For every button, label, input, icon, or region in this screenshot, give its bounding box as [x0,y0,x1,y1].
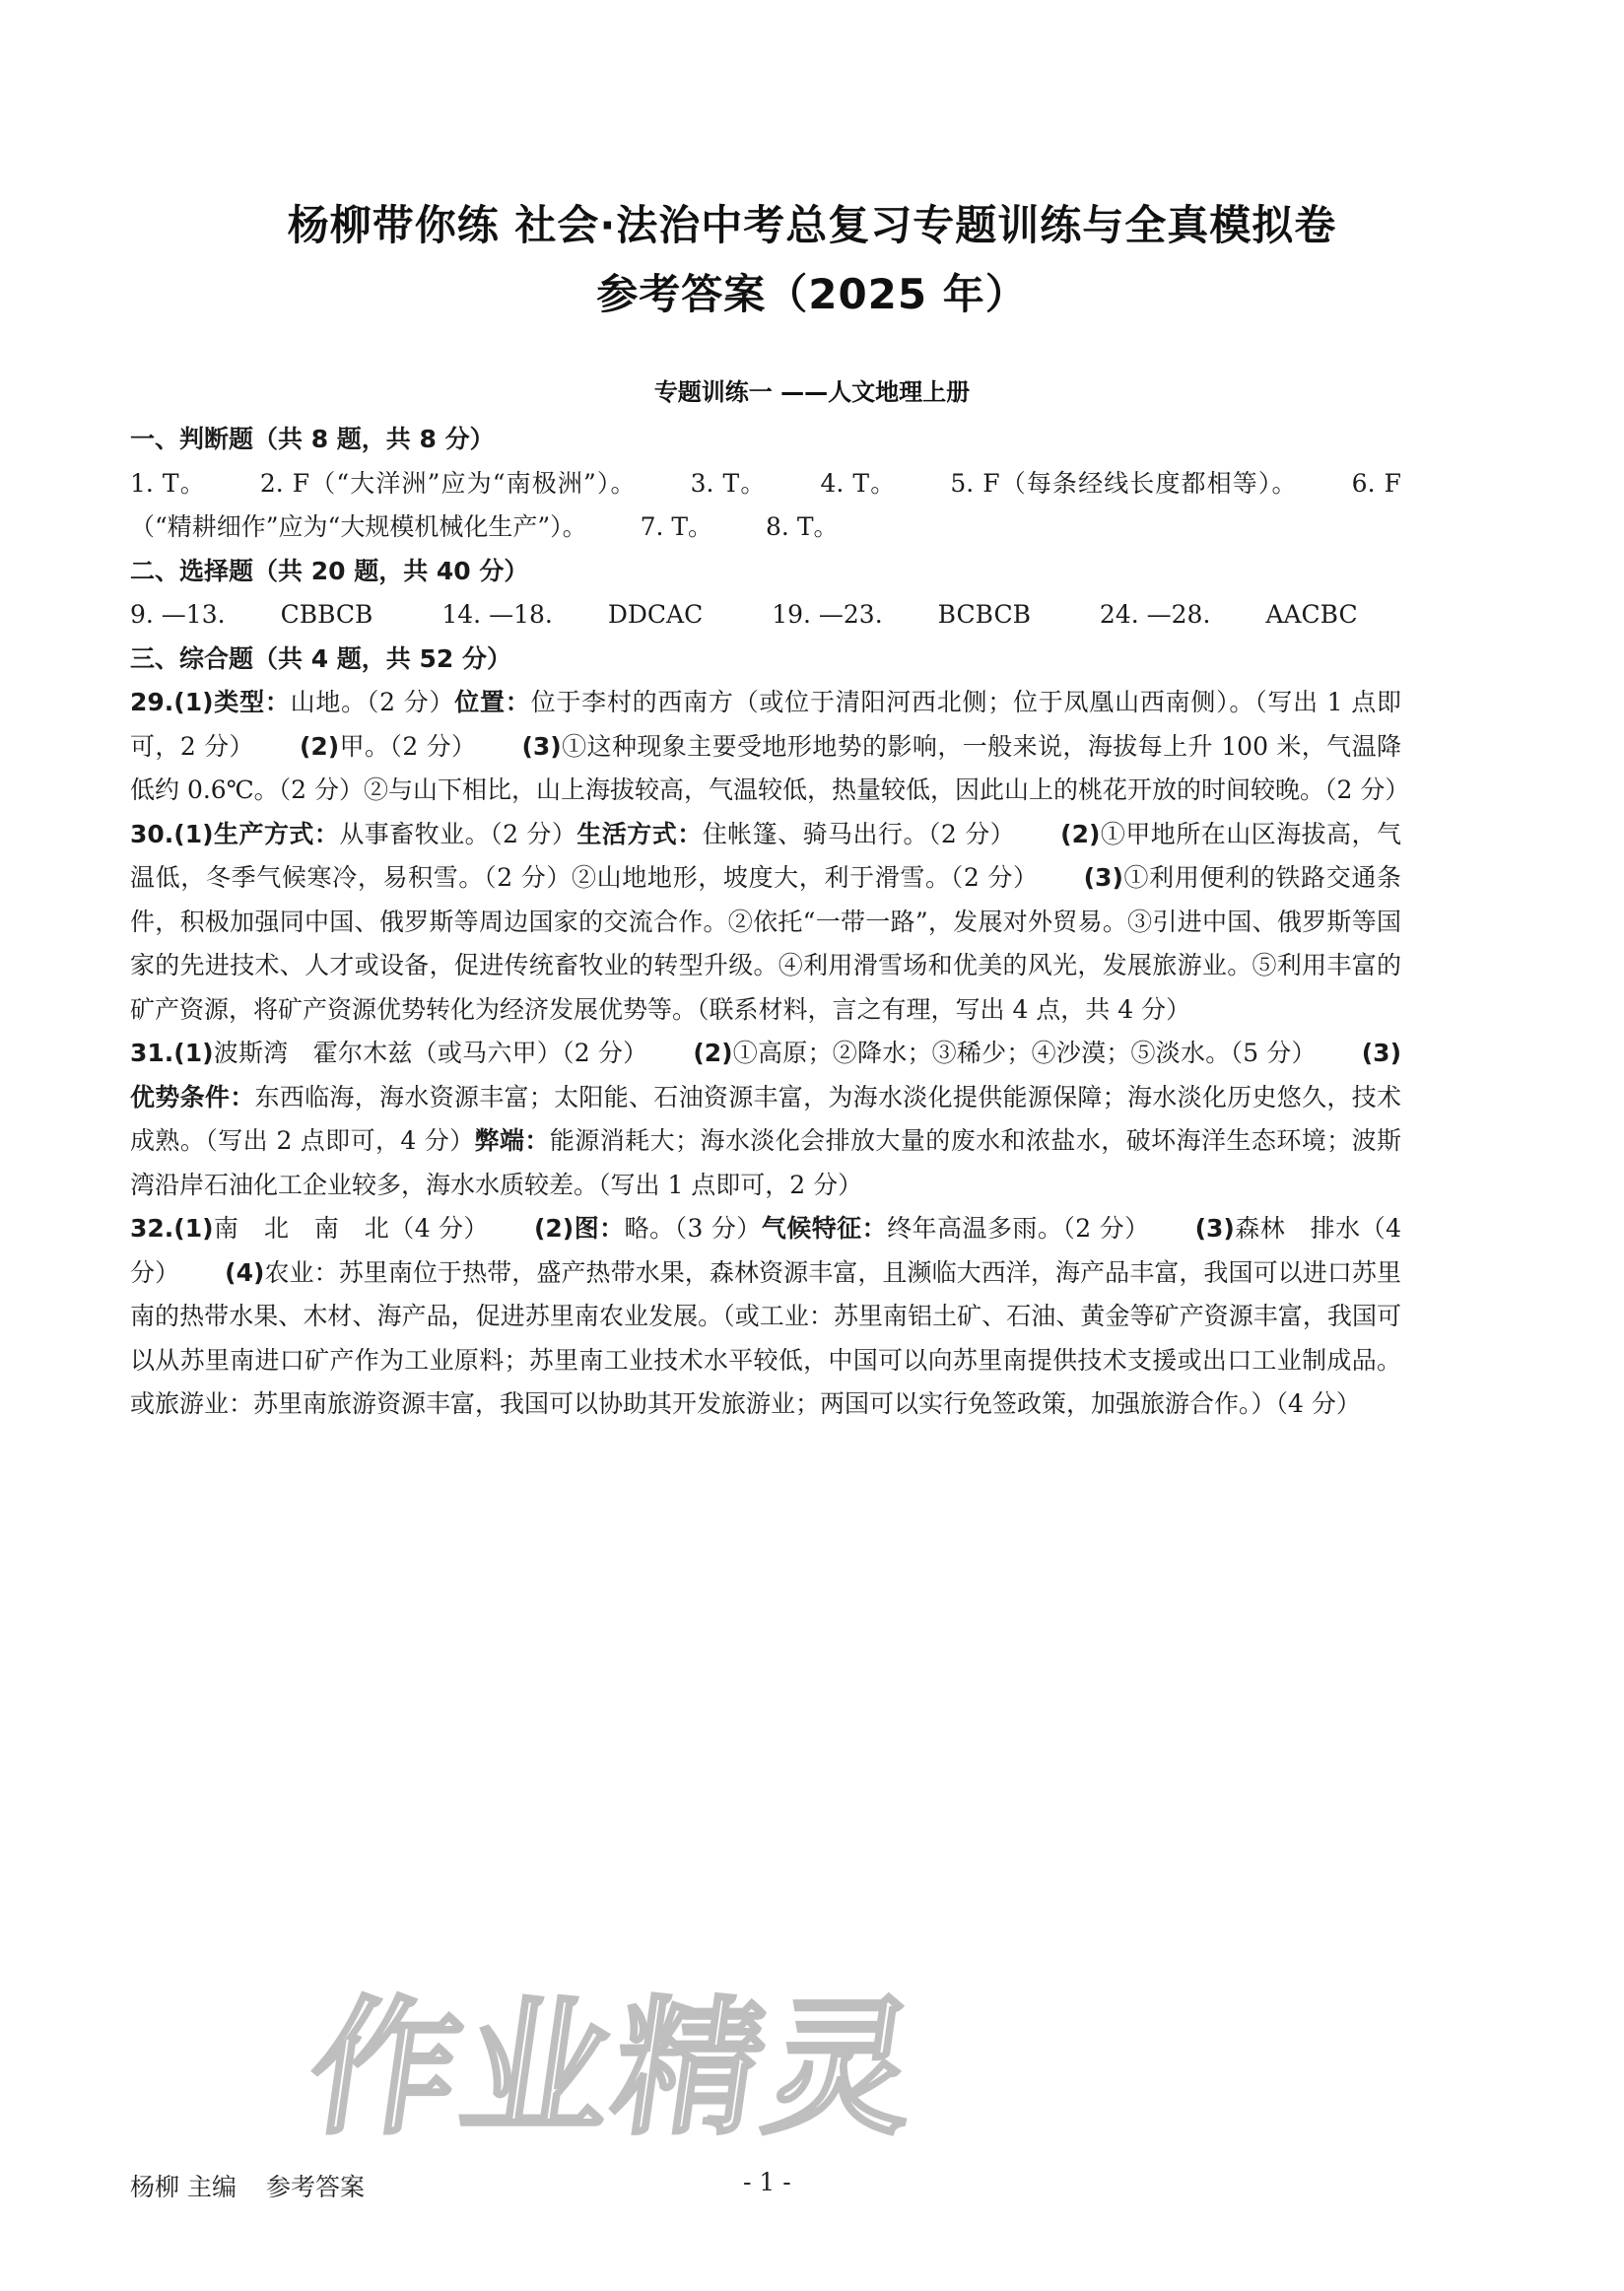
q31-p1-answer: 波斯湾 霍尔木兹（或马六甲）（2 分） [213,1039,648,1067]
q29-p3-label: (3) [521,731,562,761]
q31-p3-label: (3)优势条件： [130,1039,1401,1112]
q32-p3-label: (3) [1194,1214,1235,1243]
judge-answer-3: 3. T。 [690,468,767,498]
q31-p2-answer: ①高原；②降水；③稀少；④沙漠；⑤淡水。（5 分） [732,1039,1317,1067]
question-30 [130,813,1401,1033]
q30-p1-answer-a: 从事畜牧业。（2 分） [339,819,577,848]
question-32 [130,1207,1401,1427]
page-number: - 1 - [743,2168,791,2196]
q29-p1-answer-a: 山地。（2 分） [290,688,455,716]
q31-p3-answer-b: 能源消耗大；海水淡化会排放大量的废水和浓盐水，破坏海洋生态环境；波斯湾沿岸石油化工企业较多，海水水质较差。（写出 1 点即可，2 分） [130,1126,1401,1199]
q30-p3-label: (3) [1083,863,1123,892]
question-29 [130,681,1410,813]
q32-p4-label: (4) [225,1257,265,1287]
q30-p1-answer-b: 住帐篷、骑马出行。（2 分） [702,819,1016,848]
choice-range-2: 14. —18. [441,600,553,629]
q30-p3-answer: ①利用便利的铁路交通条件，积极加强同中国、俄罗斯等周边国家的交流合作。②依托“一带一路”，发展对外贸易。③引进中国、俄罗斯等国家的先进技术、人才或设备，促进传统畜牧业的转型升级。④利用滑雪场和优美的风光，发展旅游业。⑤利用丰富的矿产资源，将矿产资源优势转化为经济发展优势等。（联系材料，言之有理，写出 4 点，共 4 分） [130,863,1401,1024]
question-31 [130,1032,1401,1207]
q29-p3-answer: ①这种现象主要受地形地势的影响，一般来说，海拔每上升 100 米，气温降低约 0.6℃。（2 分）②与山下相比，山上海拔较高，气温较低，热量较低，因此山上的桃花开放的时间较晚。（2 分） [130,731,1410,804]
watermark: 作业精灵 [299,1984,931,2155]
q31-p3-label2: 弊端： [474,1126,550,1155]
choice-range-4: 24. —28. [1099,600,1211,629]
q30-number: 30. [130,819,174,848]
footer-editor: 杨柳 主编 [130,2173,237,2201]
q30-p1-label2: 生活方式： [576,819,703,848]
q30-p2-answer: ①甲地所在山区海拔高，气温低，冬季气候寒冷，易积雪。（2 分）②山地地形，坡度大，利于滑雪。（2 分） [130,819,1401,892]
q29-p1-label2: 位置： [454,688,531,716]
q31-number: 31. [130,1039,174,1067]
document-subtitle: 参考答案（2025 年） [596,270,1028,318]
part1-answers [130,462,1401,550]
part2-answers [130,593,1401,638]
q31-p1-label: (1) [173,1039,214,1067]
part3-heading: 三、综合题（共 4 题，共 52 分） [130,643,512,673]
judge-answer-1: 1. T。 [130,468,206,498]
choice-range-3: 19. —23. [772,600,883,629]
document-title: 杨柳带你练 社会·法治中考总复习专题训练与全真模拟卷 [287,201,1337,249]
section-title: 专题训练一 ——人文地理上册 [653,378,971,406]
footer [130,2168,365,2203]
q29-number: 29. [130,688,174,716]
judge-answer-4: 4. T。 [820,468,897,498]
q32-p1-answer: 南 北 南 北（4 分） [213,1214,489,1243]
judge-answer-8: 8. T。 [766,512,839,541]
q32-p2-answer-b: 终年高温多雨。（2 分） [887,1214,1150,1243]
q32-p1-label: (1) [173,1214,214,1243]
q32-p3-answer: 森林 排水（4 分） [130,1214,1401,1287]
q29-p2-label: (2) [299,731,340,761]
q30-p2-label: (2) [1060,819,1101,848]
choice-answers-2: DDCAC [607,600,704,629]
q29-p1-answer-b: 位于李村的西南方（或位于清阳河西北侧；位于凤凰山西南侧）。（写出 1 点即可，2 分） [130,688,1401,761]
q32-number: 32. [130,1214,174,1243]
answer-content [130,418,1410,1427]
q32-p4-answer: 农业：苏里南位于热带，盛产热带水果，森林资源丰富，且濒临大西洋，海产品丰富，我国可以进口苏里南的热带水果、木材、海产品，促进苏里南农业发展。（或工业：苏里南铝土矿、石油、黄金等矿产资源丰富，我国可以从苏里南进口矿产作为工业原料；苏里南工业技术水平较低，中国可以向苏里南提供技术支援或出口工业制成品。或旅游业：苏里南旅游资源丰富，我国可以协助其开发旅游业；两国可以实行免签政策，加强旅游合作。）（4 分） [130,1257,1401,1418]
judge-answer-2: 2. F（“大洋洲”应为“南极洲”）。 [259,468,637,498]
judge-answer-7: 7. T。 [640,512,713,541]
part1-heading: 一、判断题（共 8 题，共 8 分） [130,425,495,453]
q32-p2-label: (2)图： [533,1214,625,1243]
choice-range-1: 9. —13. [130,600,226,629]
q32-p2-answer-a: 略。（3 分） [624,1214,762,1243]
part2-heading: 二、选择题（共 20 题，共 40 分） [130,556,529,585]
choice-answers-3: BCBCB [937,600,1031,629]
q29-p2-answer: 甲。（2 分） [339,731,477,761]
choice-answers-4: AACBC [1265,600,1358,629]
q29-p1-label: (1)类型： [173,688,291,716]
q31-p3-answer-a: 东西临海，海水资源丰富；太阳能、石油资源丰富，为海水淡化提供能源保障；海水淡化历史悠久，技术成熟。（写出 2 点即可，4 分） [130,1082,1401,1155]
choice-answers-1: CBBCB [280,600,373,629]
q30-p1-label: (1)生产方式： [173,819,340,848]
footer-label: 参考答案 [265,2173,365,2201]
judge-answer-5: 5. F（每条经线长度都相等）。 [950,468,1298,498]
q32-p2-label2: 气候特征： [761,1214,888,1243]
judge-answer-6: 6. F（“精耕细作”应为“大规模机械化生产”）。 [130,468,1401,541]
q31-p2-label: (2) [693,1039,733,1067]
